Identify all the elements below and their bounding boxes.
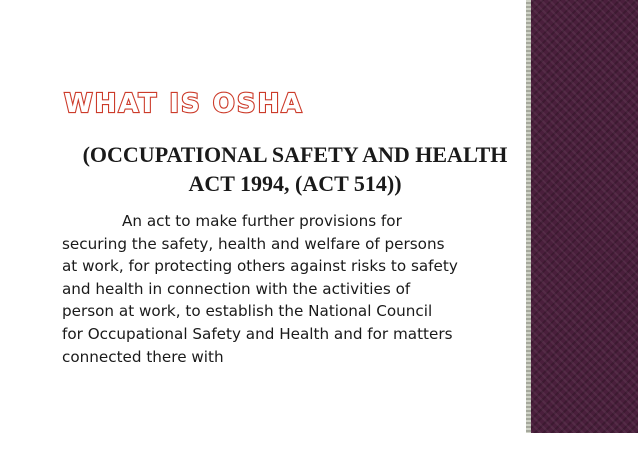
description-line: at work, for protecting others against risks to safety: [62, 257, 458, 276]
description-line: securing the safety, health and welfare of persons: [62, 234, 445, 253]
act-name-heading: [60, 140, 530, 198]
act-description: [62, 210, 532, 368]
description-line: person at work, to establish the National Council: [62, 302, 433, 321]
slide-title-text: WHAT IS OSHA: [64, 89, 304, 119]
slide-title: [64, 86, 364, 120]
act-name-line: ACT 1994, (ACT 514)): [188, 171, 402, 196]
act-name-line: (OCCUPATIONAL SAFETY AND HEALTH: [82, 142, 508, 167]
description-line: for Occupational Safety and Health and for matters: [62, 324, 453, 343]
description-line: An act to make further provisions for: [122, 212, 402, 230]
decorative-side-panel: [531, 0, 638, 433]
description-line: connected there with: [62, 347, 224, 366]
description-line: and health in connection with the activities of: [62, 279, 411, 298]
